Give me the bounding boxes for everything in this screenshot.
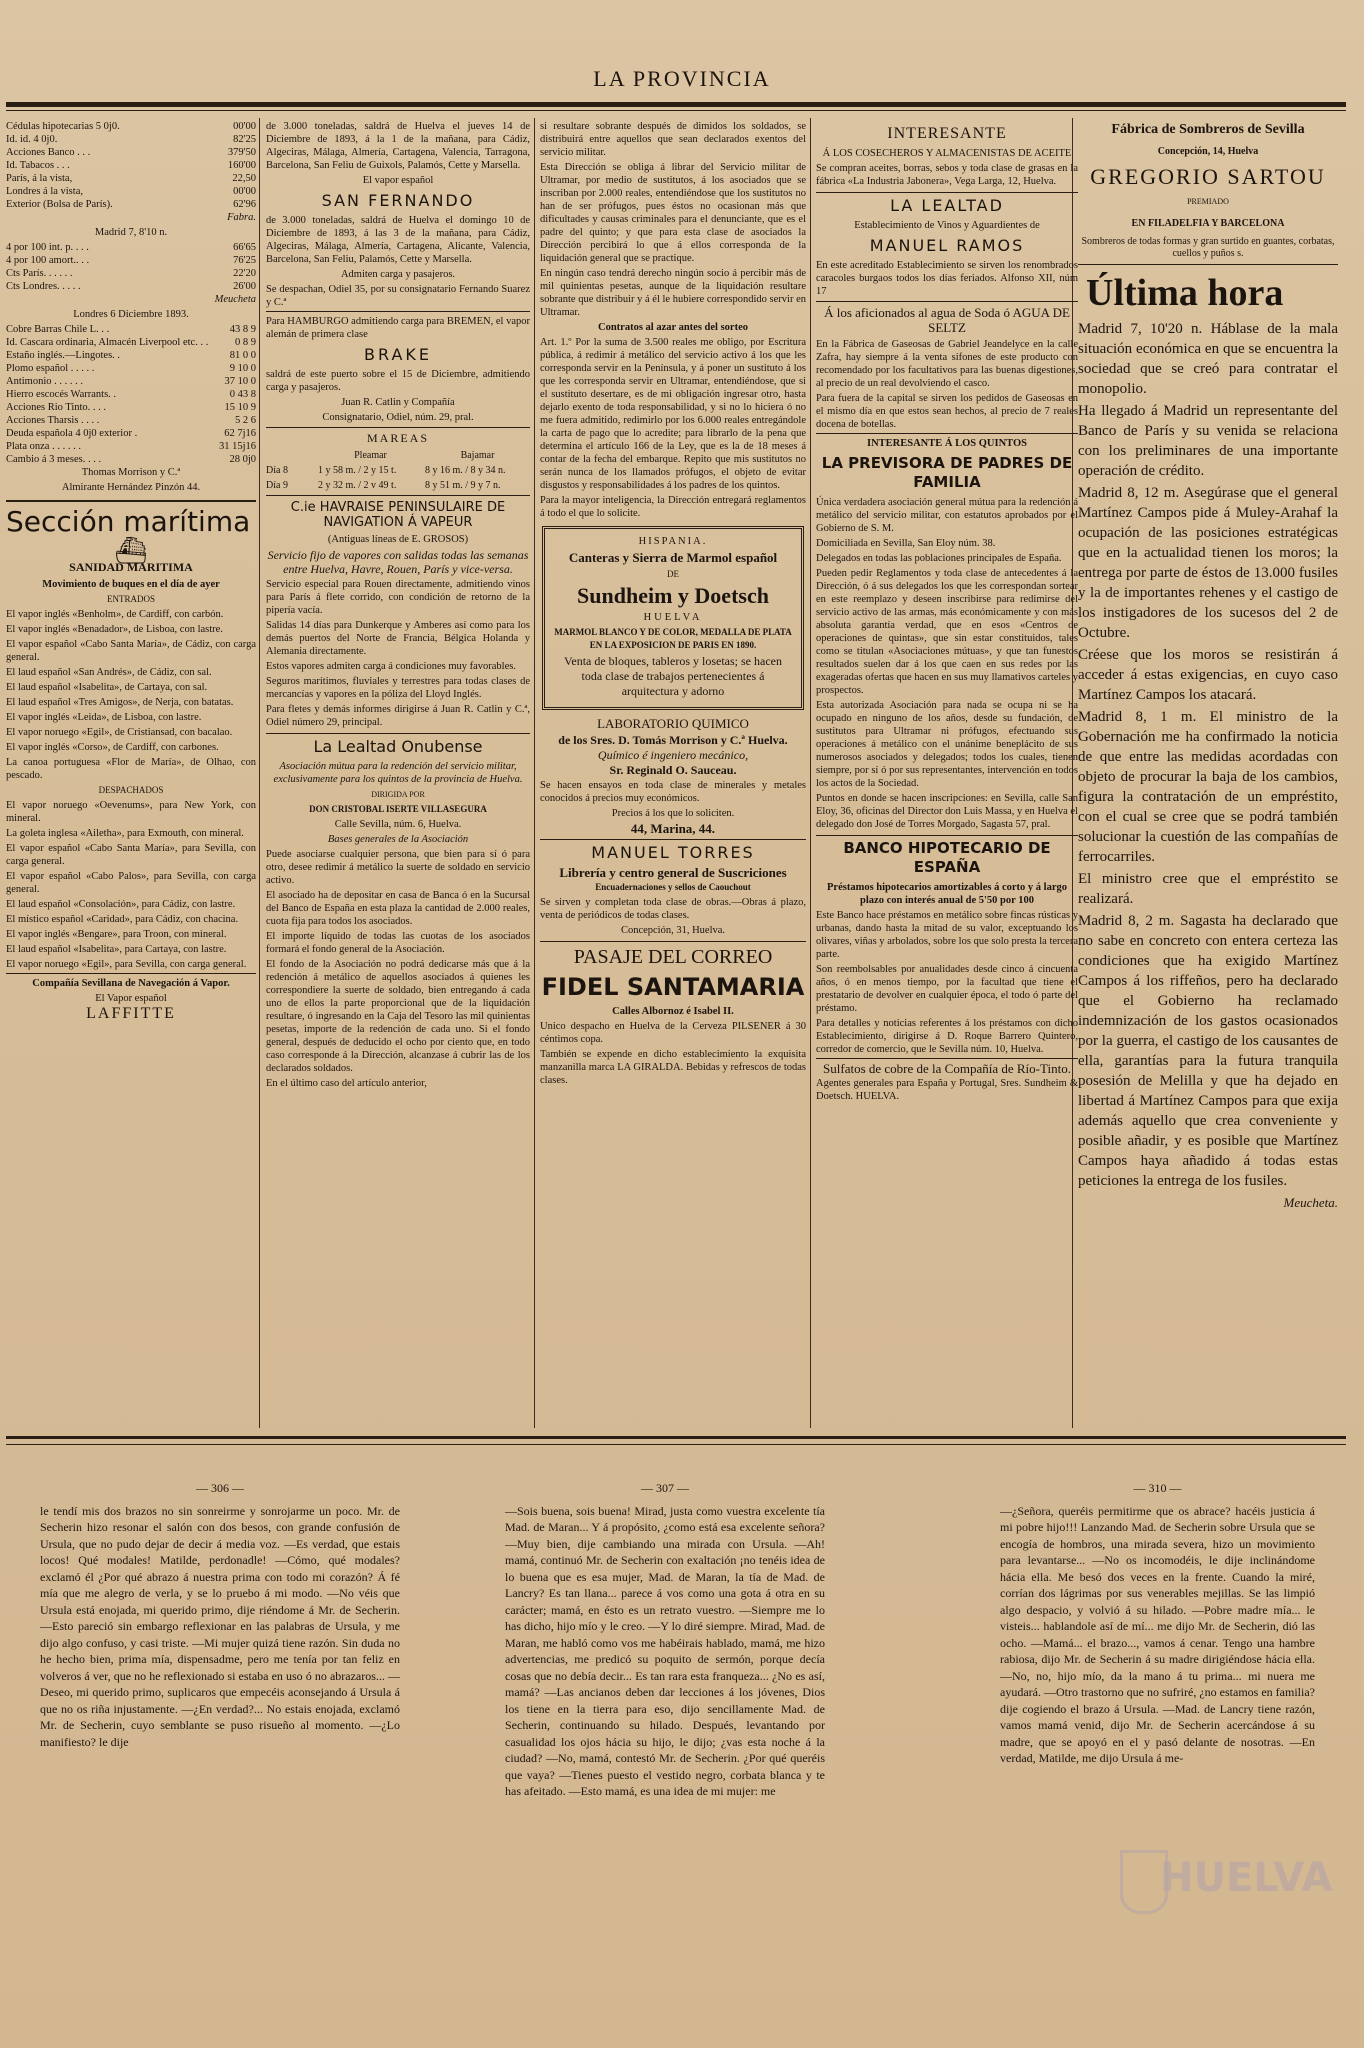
quote-row-value: 379'50 [227,147,256,158]
quote-row [6,388,256,401]
previsora-text [816,496,1078,831]
huelva-watermark: HUELVA [1160,1855,1333,1901]
quintos-heading: INTERESANTE Á LOS QUINTOS [816,433,1078,450]
interesante-heading: INTERESANTE [887,125,1007,142]
ship-entry: La goleta inglesa «Ailetha», para Exmouth, con mineral. [6,828,244,839]
giralda-text: También se expende en dicho establecimiento la exquisita manzanilla marca LA GIRALDA. Bebidas y refrescos de todas clases. [540,1049,806,1086]
fidel-heading: FIDEL SANTAMARIA [541,973,805,1001]
canteras-line: Canteras y Sierra de Marmol español [568,550,778,565]
quote-row-label: Cts París. . . . . . [6,268,73,279]
quote-row [6,349,256,362]
news-paragraph: Madrid 8, 2 m. Sagasta ha declarado que no sabe en concreto con entera certeza las condiciones que ha exigido Martínez Campos á los riffeños, pero ha declarado que el Gobierno ha reclamado indemnización de los gastos ocasionados por la guerra, el castigo de los causantes de ella, garantías para la futura tranquila posesión de Melilla y que ha dejado en libertad á Martínez Campos para que exija además aquello que crea conveniente y posible añadir, y es posible que Martínez Campos haya añadido á todas estas peticiones la entrega de los fusiles. [1078,913,1338,1189]
column-divider [810,118,811,1428]
contratos-heading: Contratos al azar antes del sorteo [598,322,748,333]
ship-entry: El vapor español «Cabo Palos», para Sevilla, con carga general. [6,871,256,895]
quote-row-label: Londres á la vista, [6,186,83,197]
hispania-title: HISPANIA. [638,536,708,547]
quote-row-label: 4 por 100 int. p. . . . [6,242,89,253]
mareas-table [266,449,530,492]
paragraph: Salidas 14 días para Dunkerque y Amberes así como para los demás puertos del Norte de Francia, Bélgica Holanda y Alemania directamente. [266,620,530,657]
morrison-name: Thomas Morrison y C.ª [81,467,181,478]
news-paragraph: Madrid 8, 12 m. Asegúrase que el general Martínez Campos pide á Muley-Arahaf la ocupación de las posiciones estratégicas que en la actualidad tienen los moros; la entrega por parte de éstos de 13.000 fusiles y la de importantes rehenes y el castigo de los instigadores de los sucesos del 2 de Octubre. [1078,485,1338,641]
sulfatos-text: Agentes generales para España y Portugal, Sres. Sundheim & Doetsch. HUELVA. [816,1078,1078,1102]
pasaje-heading: PASAJE DEL CORREO [540,941,806,969]
quote-row-label: Estaño inglés.—Lingotes. . [6,350,121,361]
page-number-307: — 307 — [641,1481,689,1495]
paragraph: Son reembolsables por anualidades desde cinco á cincuenta años, ó en menos tiempo, por la facultad que tiene el prestatario de devolver en cualquier época, el todo ó parte del préstamo. [816,964,1078,1014]
folletin-text-307: —Sois buena, sois buena! Mirad, justa como vuestra excelente tía Mad. de Maran... Y á propósito, ¿como está esa excelente señora? —Muy bien, dije cambiando una mirada con Ursula. —Ah! mamá, continuó Mr. de Secherin con exaltación ¡no tenéis idea de lo buena que es esa mujer, Mad. de Maran, la tía de Mad. de Lancry? Es tan llana... parece á vos como una gota á otra en su carácter; mamá, en ésto es un retrato vuestro. —Siempre me lo has dicho, hijo mío y le creo. —Y lo diré siempre. Mirad, Mad. de Maran, me habló como vos me habéirais hablado, mamá, me hizo advertencias, me predicó su poquito de sermón, porque decía cosas que no debía decir... Es tan rara esta franqueza... ¿No es así, mamá? —Las ancianos deben dar lecciones á los jóvenes, Dios los tiene en la tierra para eso, dijo sencillamente Mad. de Secherin, continuando su hilado. Después, levantando por casualidad los ojos hácia su hijo, le dijo; ¿vas esta noche á la ciudad? —No, mamá, contestó Mr. de Secherin. ¿Por qué queréis que vaya? —Tienes puesto el vestido negro, corbata blanca y te has afeitado. —Esto mamá, es una idea de mi mujer: me [505,1503,825,1798]
paragraph: Delegados en todas las poblaciones principales de España. [816,553,1062,564]
madrid-quote-head: Madrid 7, 8'10 n. [94,227,168,238]
mid-rule [6,1436,1346,1439]
quote-row-label: 4 por 100 amort.. . . [6,255,90,266]
paragraph: Este Banco hace préstamos en metálico sobre fincas rústicas y urbanas, dando hasta la mitad de su valor, exceptuando los olivares, viñas y arbolados, sobre los que solo presta la tercera parte. [816,910,1078,960]
pleamar-8: 1 y 58 m. / 2 y 15 t. [318,465,397,476]
sartou-name: GREGORIO SARTOU [1090,164,1326,189]
quote-row-label: Id. id. 4 0j0. [6,134,58,145]
fabrica-address: Concepción, 14, Huelva [1157,146,1259,157]
sanidad-heading: SANIDAD MARITIMA [69,560,193,574]
quote-row-label: Id. Tabacos . . . [6,160,70,171]
dirigida-label: DIRIGIDA POR [371,790,425,799]
paragraph: El fondo de la Asociación no podrá dedicarse más que á la redención á metálico de aquellos asociados á quienes les correspondiere la suerte de soldado, bien entregando á cada uno de ellos la parte proporcional que de la liquidación resultare, ó ingresando en la Caja del Tesoro las mil quinientas pesetas, importe de la redención de cada uno. Si el fondo general, después de deducido el ocho por ciento que, en todo caso corresponde á la Dirección, alcanzase á cubrir las de los declarados soldados. [266,959,530,1074]
page-number-306: — 306 — [196,1481,244,1495]
ship-entry: El vapor español «Cabo Santa María», de Cádiz, con carga general. [6,639,256,663]
laffitte-text: de 3.000 toneladas, saldrá de Huelva el jueves 14 de Diciembre de 1893, á la 1 de la mañana, para Cádiz, Algeciras, Málaga, Almería, Cartagena, Valencia, Tarragona, Barcelona, San Feliu de Guixols, Palamós, Cette y Marsella. [266,121,530,171]
quote-row-value: 26'00 [233,281,256,292]
ship-entry: El laud español «Consolación», para Cádiz, con lastre. [6,899,236,910]
encuadernaciones-line: Encuadernaciones y sellos de Caouchout [595,882,751,892]
londres-quotes [6,323,256,466]
column-4 [816,120,1078,1420]
column-5 [1078,120,1338,1420]
quote-row-value: 31 15j16 [218,441,256,452]
quote-row-label: Cts Londres. . . . . [6,281,81,292]
soda-heading: Á los aficionados al agua de Soda ó AGUA DE SELTZ [816,301,1078,335]
quote-row-value: 62'96 [233,199,256,210]
grosos-line: (Antiguas líneas de E. GROSOS) [327,534,469,545]
torres-text: Se sirven y completan toda clase de obras.—Obras á plazo, venta de periódicos de todas clases. [540,897,806,921]
vinos-line: Establecimiento de Vinos y Aguardientes de [854,220,1040,231]
brake-text: saldrá de este puerto sobre el 15 de Diciembre, admitiendo carga y pasajeros. [266,369,530,393]
paragraph: Para fletes y demás informes dirigirse á Juan R. Catlin y C.ª, Odiel número 29, principal. [266,704,530,728]
fabrica-heading: Fábrica de Sombreros de Sevilla [1111,122,1305,137]
ramos-heading: MANUEL RAMOS [869,236,1025,255]
quote-row [6,159,256,172]
quote-row-value: 76'25 [233,255,256,266]
paragraph: Esta Dirección se obliga á librar del Servicio militar de Ultramar, por medio de sustitutos, á los asociados que se inscriban por 2.000 reales, entendiéndose que los sustitutos no han de ser prófugos, pues éstos no ocasionan más que dificultades y causas criminales para el denunciante, que es el padre del quinto; y que para esta clase de asociados la Dirección percibirá lo que á ellos corresponda de la liquidación general que se practique. [540,162,806,264]
paragraph: El asociado ha de depositar en casa de Banca ó en la Sucursal del Banco de España en esta plaza la cantidad de 2.000 reales, cuota fija para todos los asociados. [266,890,530,927]
brake-heading: BRAKE [364,345,432,364]
quote-row [6,427,256,440]
quote-row [6,133,256,146]
news-paragraph: Ha llegado á Madrid un representante del Banco de París y su venida se relaciona con los preliminares de una importante operación de crédito. [1078,403,1338,479]
quote-row [6,241,256,254]
cerveza-text: Unico despacho en Huelva de la Cerveza PILSENER á 30 céntimos copa. [540,1021,806,1045]
cosecheros-line: Á LOS COSECHEROS Y ALMACENISTAS DE ACEITE [822,148,1072,159]
libreria-line: Librería y centro general de Suscriciones [559,865,787,880]
ultima-hora-heading: Última hora [1086,272,1284,314]
paragraph: Estos vapores admiten carga á condiciones muy favorables. [266,661,516,672]
quote-row [6,185,256,198]
ship-entry: El laud español «Isabelita», de Cartaya, con sal. [6,682,208,693]
soda-text: En la Fábrica de Gaseosas de Gabriel Jeandelyce en la calle Zafra, hay siempre á la venta sifones de este producto con recomendado por los facultativos para las buenas digestiones, al precio de un real devolviendo el casco. [816,339,1078,389]
lealtad-heading: LA LEALTAD [816,192,1078,215]
de-line: DE [667,569,679,579]
quote-row [6,336,256,349]
quote-row-label: Cobre Barras Chile L. . . [6,324,110,335]
laboratorio-sres: de los Sres. D. Tomás Morrison y C.ª Huelva. [558,733,788,747]
ship-entry: El vapor noruego «Egil», de Cristiansad, con bacalao. [6,727,233,738]
column-divider [259,118,260,1428]
quote-row-value: 160'00 [227,160,256,171]
quote-row-value: 62 7j16 [224,428,256,439]
quote-row [6,254,256,267]
masthead: LA PROVINCIA [593,66,771,91]
dia8-label: Día 8 [266,465,288,476]
quote-row-value: 22,50 [232,173,256,184]
quote-row-value: 81 0 0 [229,350,256,361]
movimiento-heading: Movimiento de buques en el día de ayer [42,579,220,590]
quote-row [6,401,256,414]
news-paragraph: Madrid 7, 10'20 n. Háblase de la mala situación económica en que se encuentra la sociedad que se creó para contratar el monopolio. [1078,321,1338,397]
paragraph: Única verdadera asociación general mútua para la redención á metálico del servicio militar, con estatutos aprobados por el Gobierno de S. M. [816,497,1078,534]
ship-entry: La canoa portuguesa «Flor de María», de Olhao, con pescado. [6,757,256,781]
havraise-text [266,578,530,729]
laffitte-name: LAFFITTE [86,1005,176,1022]
huelva-line: HUELVA [643,612,703,623]
quote-row-label: Antimonio . . . . . . [6,376,84,387]
quote-row [6,453,256,466]
morrison-address: Almirante Hernández Pinzón 44. [61,482,201,493]
venta-line: Venta de bloques, tableros y losetas; se hacen toda clase de trabajos pertenecientes á arquitectura y adorno [564,654,782,698]
column-1 [6,120,256,1420]
paragraph: En el último caso del artículo anterior, [266,1078,427,1089]
paragraph: Domiciliada en Sevilla, San Eloy núm. 38. [816,538,996,549]
ship-entry: El vapor inglés «Bengare», para Troon, con mineral. [6,929,227,940]
contratos-text: Art. 1.º Por la suma de 3.500 reales me obligo, por Escritura pública, á redimir á metálico del servicio activo á los que les corresponda servir en la Península, y á poner un sustituto á los que les corresponda servir en Ultramar, entendiéndose, que si el sustituto desertare, es de mi obligación ingresar otro, hasta dejarlo exento de toda responsabilidad, y si no lo hiciera ó no me fuera admitido, redimirlo por los 6.000 reales entregándole la carta de pago que lo acredite; para librarlo de la pena que determina el artículo 166 de la Ley, que es la de 18 meses á contar de la fecha del embarque. Repito que mis sustitutos no serán nunca de los llamados prófugos, el objeto de evitar disgustos y responsabilidades á los padres de los quintos. [540,337,806,491]
madrid-quotes [6,241,256,293]
servicio-line: Servicio fijo de vapores con salidas todas las semanas entre Huelva, Havre, Rouen, París y vice-versa. [267,548,529,576]
column-3 [540,120,806,1420]
quote-row-value: 37 10 0 [224,376,256,387]
ship-entry: El vapor inglés «Leida», de Lisboa, con lastre. [6,712,202,723]
news-paragraph: Madrid 8, 1 m. El ministro de la Gobernación me ha confirmado la noticia de que entre las medidas acordadas con objeto de procurar la baja de los cambios, figura la contratación de un empréstito, con el cual se cree que se podrá también solucionar la cuestión de las compañías de ferrocarriles. [1078,709,1338,865]
mareas-heading: MAREAS [266,427,530,446]
quote-row-label: Plomo español . . . . . [6,363,95,374]
seccion-maritima-heading: Sección marítima [6,500,256,538]
paragraph: Para detalles y noticias referentes á los préstamos con dicho Establecimiento, dirigirse á D. Roque Barrero Quintero, corredor de comercio, que le Sevilla núm. 10, Huelva. [816,1018,1078,1055]
bajamar-8: 8 y 16 m. / 8 y 34 n. [425,465,506,476]
quote-row-label: Hierro escocés Warrants. . [6,389,117,400]
folletin-page-307 [505,1480,825,2040]
quote-row [6,414,256,427]
concepcion-address: Concepción, 31, Huelva. [620,925,726,936]
news-paragraph: El ministro cree que el empréstito se realizará. [1078,871,1338,907]
quote-row-label: Acciones Banco . . . [6,147,91,158]
torres-heading: MANUEL TORRES [540,839,806,862]
precios-line: Precios á los que lo soliciten. [611,808,735,819]
column-2 [266,120,530,1420]
paragraph: Puntos en donde se hacen inscripciones: en Sevilla, calle San Eloy, 36, oficinas del Director don Luis Massa, y en Huelva el delegado don José de Torres Morgado, Sagasta 57, pral. [816,793,1078,830]
paragraph: Seguros marítimos, fluviales y terrestres para todas clases de mercancías y vapores en la póliza del Lloyd Inglés. [266,676,530,700]
onubense-address: Calle Sevilla, núm. 6, Huelva. [334,819,462,830]
cattlin-name: Juan R. Catlin y Compañía [341,397,455,408]
quote-row-value: 66'65 [233,242,256,253]
premiado-label: PREMIADO [1187,197,1229,206]
quote-row-value: 82'25 [233,134,256,145]
quote-row [6,375,256,388]
sundheim-name: Sundheim y Doetsch [577,583,769,608]
banco-heading: BANCO HIPOTECARIO DE ESPAÑA [816,835,1078,877]
ship-entry: El vapor noruego «Oevenums», para New York, con mineral. [6,800,256,824]
mid-rule-thin [6,1444,1346,1445]
san-fernando-heading: SAN FERNANDO [321,191,475,210]
vapor-label: El Vapor español [95,993,167,1004]
paragraph: Esta autorizada Asociación para nada se ocupa ni se ha ocupado en ninguno de los años, desde su fundación, de sustitutos para Ultramar ni prófugos, efectuando sus operaciones á metálico con el unánime beneplácito de sus numerosos asociados y delegados; todos los cuales, tienen siempre, por sí ó por sus representantes, intervención en todos los actos de la Sociedad. [816,700,1078,789]
cattlin-address: Consignatario, Odiel, núm. 29, pral. [322,412,474,423]
quote-row [6,120,256,133]
ship-entry: El laud español «Tres Amigos», de Nerja, con batatas. [6,697,234,708]
soda-text-2: Para fuera de la capital se sirven los pedidos de Gaseosas en el mismo día en que estos sean hechos, al precio de 7 reales docena de botellas. [816,393,1078,430]
quote-row-value: 28 0j0 [229,454,256,465]
ramos-text: En este acreditado Establecimiento se sirven los renombrados caracoles burgaos todos los días feriados. Alfonso XII, núm 17 [816,260,1078,297]
asociacion-continued [540,120,806,319]
dia9-label: Día 9 [266,480,288,491]
contratos-end: Para la mayor inteligencia, la Dirección entregará reglamentos á todo el que lo solicite. [540,495,806,519]
quote-row-label: Deuda española 4 0j0 exterior . [6,428,138,439]
ship-icon: ⛴ [114,536,148,565]
ship-entry: El vapor español «Cabo Santa María», para Sevilla, con carga general. [6,843,256,867]
quote-row-value: 00'00 [233,186,256,197]
quote-row-value: 5 2 6 [235,415,256,426]
bajamar-9: 8 y 51 m. / 9 y 7 n. [425,480,501,491]
paragraph: si resultare sobrante después de dimidos los soldados, se distribuirá entre aquellos que sean declarados exentos del servicio militar. [540,121,806,158]
interesante-text: Se compran aceites, borras, sebos y toda clase de grasas en la fábrica «La Industria Jabonera», Vega Larga, 12, Huelva. [816,163,1078,187]
quote-row [6,146,256,159]
quote-row [6,362,256,375]
quote-row-value: 0 43 8 [229,389,256,400]
laboratorio-text: Se hacen ensayos en toda clase de minerales y metales conocidos á precios muy económicos. [540,780,806,804]
filadelfia-line: EN FILADELFIA Y BARCELONA [1131,218,1285,229]
quote-row [6,440,256,453]
san-fernando-despacho: Se despachan, Odiel 35, por su consignatario Fernando Suarez y C.ª [266,284,530,308]
column-divider [534,118,535,1428]
prestamos-line: Préstamos hipotecarios amortizables á corto y á largo plazo con interés anual de 5'50 por 100 [827,882,1067,906]
quote-row [6,267,256,280]
onubense-text [266,848,530,1090]
san-fernando-text: de 3.000 toneladas, saldrá de Huelva el domingo 10 de Diciembre de 1893, á las 3 de la mañana, para Cádiz, Algeciras, Málaga, Almería, Cartagena, Alicante, Valencia, Barcelona, San Feliu, Palamós, Cette y Marsella. [266,215,530,265]
paragraph: Puede asociarse cualquier persona, que bien para sí ó para otro, desee redimir á metálico la suerte de soldado en servicio activo. [266,849,530,886]
ultima-hora-text [1078,319,1338,1191]
quote-row-label: Id. Cascara ordinaria, Almacén Liverpool etc. . . [6,337,209,348]
quote-row-value: 15 10 9 [224,402,256,413]
quote-row [6,323,256,336]
previsora-heading: LA PREVISORA DE PADRES DE FAMILIA [821,454,1073,491]
quote-row-label: Plata onza . . . . . . [6,441,81,452]
hamburgo-text: Para HAMBURGO admitiendo carga para BREMEN, el vapor alemán de primera clase [266,311,530,341]
news-paragraph: Créese que los moros se resistirán á acceder á estas exigencias, en cuyo caso Martínez Campos los atacará. [1078,647,1338,703]
calles-line: Calles Albornoz é Isabel II. [612,1006,734,1017]
sombreros-text: Sombreros de todas formas y gran surtido en guantes, corbatas, cuellos y puños s. [1078,236,1338,265]
fabra-signature: Fabra. [227,212,256,223]
ship-entry: El vapor inglés «Benholm», de Cardiff, con carbón. [6,609,224,620]
ship-entry: El vapor noruego «Egil», para Sevilla, con carga general. [6,959,247,970]
meucheta-signature: Meucheta [214,294,256,305]
ship-entry: El laud español «Isabelita», para Cartaya, con lastre. [6,944,227,955]
despachados-heading: DESPACHADOS [98,785,164,795]
quote-row-label: Acciones Tharsis . . . . [6,415,100,426]
banco-text [816,909,1078,1056]
ship-entry: El vapor inglés «Corso», de Cardiff, con carbones. [6,742,219,753]
londres-head: Londres 6 Diciembre 1893. [73,309,189,320]
despachados-list [6,799,256,971]
quote-row-value: 43 8 9 [229,324,256,335]
quote-row-value: 22'20 [233,268,256,279]
bajamar-label: Bajamar [460,450,495,461]
quote-row [6,198,256,211]
quote-row [6,172,256,185]
ship-entry: El laud español «San Andrés», de Cádiz, con sal. [6,667,212,678]
vapor-label-2: El vapor español [362,175,434,186]
paragraph: El importe líquido de todas las cuotas de los asociados formará el fondo general de la Asociación. [266,931,530,955]
onubense-heading: La Lealtad Onubense [266,733,530,756]
quote-row-label: Cambio á 3 meses. . . . [6,454,102,465]
havraise-heading: C.ie HAVRAISE PENINSULAIRE DE NAVIGATION Á VAPEUR [266,495,530,530]
pleamar-9: 2 y 32 m. / 2 v 49 t. [318,480,397,491]
quote-row-label: París, á la vista, [6,173,73,184]
page-number-310: — 310 — [1133,1481,1182,1495]
paragraph: Servicio especial para Rouen directamente, admitiendo vinos para París á flete corrido, con condición de retorno de la pipería vacía. [266,579,530,616]
marmol-line: MARMOL BLANCO Y DE COLOR, MEDALLA DE PLATA EN LA EXPOSICION DE PARIS EN 1890. [554,627,792,650]
hispania-ad [542,526,804,710]
folletin-text-306: le tendí mis dos brazos no sin sonreirme y sonrojarme un poco. Mr. de Secherin hizo resonar el salón con dos besos, con grande confusión de Ursula, que no pudo dejar de decir á media voz. —Es verdad, que estais locos! Qué modales! Matilde, perdonadle! —Cómo, qué modales? exclamó él ¿Por qué abrazo á nuestra prima con todo mi corazón? Á fé mía que me alegro de verla, y se lo pruebo á mi modo. —No véis que Ursula está enojada, mi querido primo, dije riéndome á Mr. de Secherin. —Esto pareció sin embargo reflexionar en las palabras de Ursula, y me dijo algo confuso, y casi triste. —Mi mujer quizá tiene razón. Sin duda no he hecho bien, prima mía, dispensadme, pero me tenía por tan feliz en volveros á ver, que no he reflexionado si estaba en uso ó no abrazaros... —Deseo, mi querido primo, suplicaros que empecéis aconsejando á Ursula á que no os riña injustamente. —¿En verdad?... No estais enojada, exclamó Mr. de Secherin, cuyo semblante se puso risueño al momento. —¿Lo manifiesto? le dije [40,1503,400,1749]
folletin-page-310 [1000,1480,1315,2040]
marina-address: 44, Marina, 44. [630,821,716,836]
folletin-page-306 [40,1480,400,2040]
financial-table [6,120,256,211]
compania-heading: Compañía Sevillana de Navegación á Vapor. [6,973,256,990]
ship-entry: El vapor inglés «Benadador», de Lisboa, con lastre. [6,624,223,635]
paragraph: En ningún caso tendrá derecho ningún socio á percibir más de mil quinientas pesetas, aunque de la liquidación resultare sobrante que distribuir y á él le hubiere correspondido servir en Ultramar. [540,268,806,318]
sauceau-name: Sr. Reginald O. Sauceau. [609,763,737,777]
folletin-text-310: —¿Señora, queréis permitirme que os abrace? hacéis justicia á mi pobre hijo!!! Lanzando Mad. de Secherin sobre Ursula que se encogía de hombros, una mirada severa, hizo un movimiento para levantarse... —No os incomodéis, le dije inclinándome hácia ella. Me besó dos veces en la frente. Cuando la miré, corrían dos lágrimas por sus venerables mejillas. Se las limpió algo despacio, y volvió á su hilado. —Pobre madre mía... le visteis... hablandole así de mí... me dijo Mr. de Secherin, dió las ocho. —Mamá... el brazo..., vamos á cenar. Tengo una hambre rabiosa, dijo Mr. de Secherin á su madre dirigiéndose hácia ella. —No, no, hijo mío, da la mano á tu prima... mi nuera me ayudará. —Otro trastorno que no sufriré, ¿no estamos en familia? dije cogiendo el brazo á Ursula. —Mad. de Lancry tiene razón, vamos mamá venid, dijo Mr. de Secherin acercándose á su madre, que se apoyó en el y pasó delante de nosotras. —En verdad, Matilde, me dijo Ursula á me- [1000,1503,1315,1765]
entrados-heading: ENTRADOS [106,594,155,604]
director-name: DON CRISTOBAL ISERTE VILLASEGURA [309,804,487,814]
pleamar-label: Pleamar [354,450,387,461]
ship-entry: El místico español «Caridad», para Cádiz, con chacina. [6,914,239,925]
onubense-subtitle: Asociación mútua para la redención del servicio militar, exclusivamente para los quintos de la provincia de Huelva. [273,761,523,785]
top-rule-thin [6,110,1346,111]
top-rule [6,102,1346,107]
quote-row-label: Acciones Rio Tinto. . . . [6,402,107,413]
san-fernando-carga: Admiten carga y pasajeros. [340,269,456,280]
quote-row-label: Cédulas hipotecarias 5 0j0. [6,121,120,132]
bases-heading: Bases generales de la Asociación [327,834,469,845]
laboratorio-heading: LABORATORIO QUIMICO [597,716,749,731]
entrados-list [6,608,256,782]
ultima-signature: Meucheta. [1283,1195,1338,1210]
quote-row [6,280,256,293]
paragraph: Pueden pedir Reglamentos y toda clase de antecedentes á la Dirección, ó á sus delegados los que les correspondan sortear en este reemplazo y deseen inscribirse para redimirse del servicio activo de las armas, más económicamente y con más absoluta garantía verdad, que en esos «Centros de operaciones de quintas», que sin estar constituidos, tales como se titulan «Asociaciones mútuas», y que tan funestos resultados suelen dar á los que caen en sus redes por las exageradas ofertas que hacen en sus muy llamativos carteles y prospectos. [816,568,1078,696]
quote-row-value: 9 10 0 [229,363,256,374]
quimico-line: Químico é ingeniero mecánico, [597,748,749,762]
quote-row-value: 0 8 9 [235,337,256,348]
quote-row-label: Exterior (Bolsa de París). [6,199,113,210]
quote-row-value: 00'00 [233,121,256,132]
sulfatos-heading: Sulfatos de cobre de la Compañía de Río-Tinto. [816,1058,1078,1075]
